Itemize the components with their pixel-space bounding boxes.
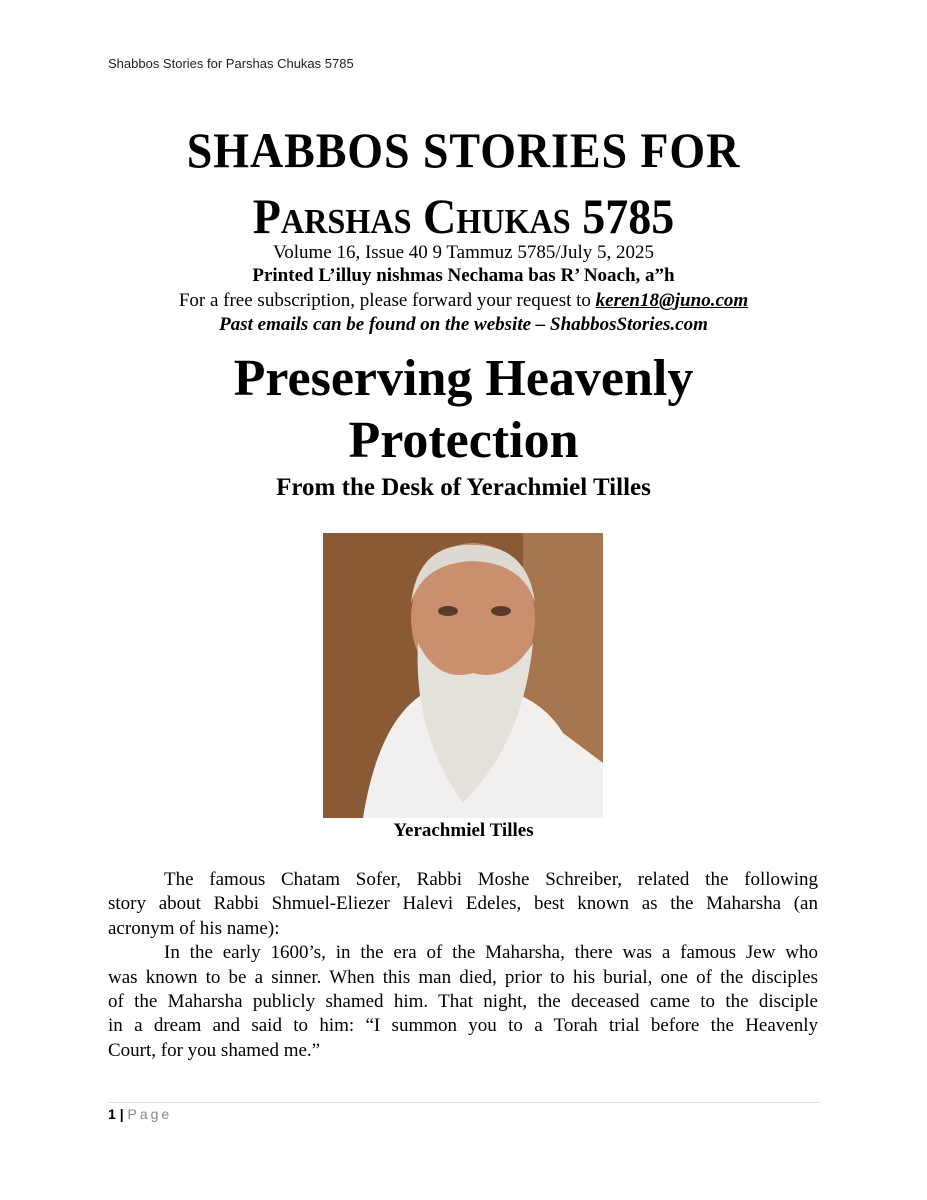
page-footer (108, 1106, 172, 1122)
author-photo (323, 533, 603, 818)
body-line: The famous Chatam Sofer, Rabbi Moshe Schreiber, related the following (164, 869, 818, 890)
subscription-line (0, 290, 927, 312)
footer-divider (108, 1102, 820, 1103)
body-line: In the early 1600’s, in the era of the Maharsha, there was a famous Jew who (164, 942, 818, 964)
subscription-text: For a free subscription, please forward your request to (178, 290, 596, 311)
page-number: 1 (108, 1106, 116, 1122)
photo-caption: Yerachmiel Tilles (393, 820, 534, 841)
masthead-title-line1: SHABBOS STORIES FOR (186, 122, 741, 178)
dedication-line: Printed L’illuy nishmas Nechama bas R’ Noach, a”h (252, 265, 675, 286)
article-body (108, 868, 818, 1063)
volume-line: Volume 16, Issue 40 9 Tammuz 5785/July 5, 2025 (272, 242, 655, 263)
body-line: Court, for you shamed me.” (108, 1039, 321, 1061)
article-byline: From the Desk of Yerachmiel Tilles (276, 474, 651, 501)
page-label: Page (127, 1106, 173, 1122)
body-line: of the Maharsha publicly shamed him. That night, the deceased came to the disciple (108, 991, 818, 1013)
body-line: story about Rabbi Shmuel-Eliezer Halevi Edeles, best known as the Maharsha (an (108, 893, 818, 915)
article-title-line2: Protection (348, 412, 579, 469)
article-title-line1: Preserving Heavenly (233, 350, 694, 407)
masthead-title-line2: Parshas Chukas 5785 (252, 188, 675, 244)
body-line: acronym of his name): (108, 917, 280, 939)
website-line: Past emails can be found on the website – ShabbosStories.com (219, 314, 708, 335)
running-header: Shabbos Stories for Parshas Chukas 5785 (108, 56, 354, 71)
footer-separator: | (119, 1106, 124, 1122)
body-line: in a dream and said to him: “I summon you to a Torah trial before the Heavenly (108, 1015, 818, 1037)
subscription-email-link[interactable]: keren18@juno.com (595, 290, 749, 311)
body-line: was known to be a sinner. When this man died, prior to his burial, one of the disciples (108, 966, 818, 988)
article-title (0, 348, 927, 472)
